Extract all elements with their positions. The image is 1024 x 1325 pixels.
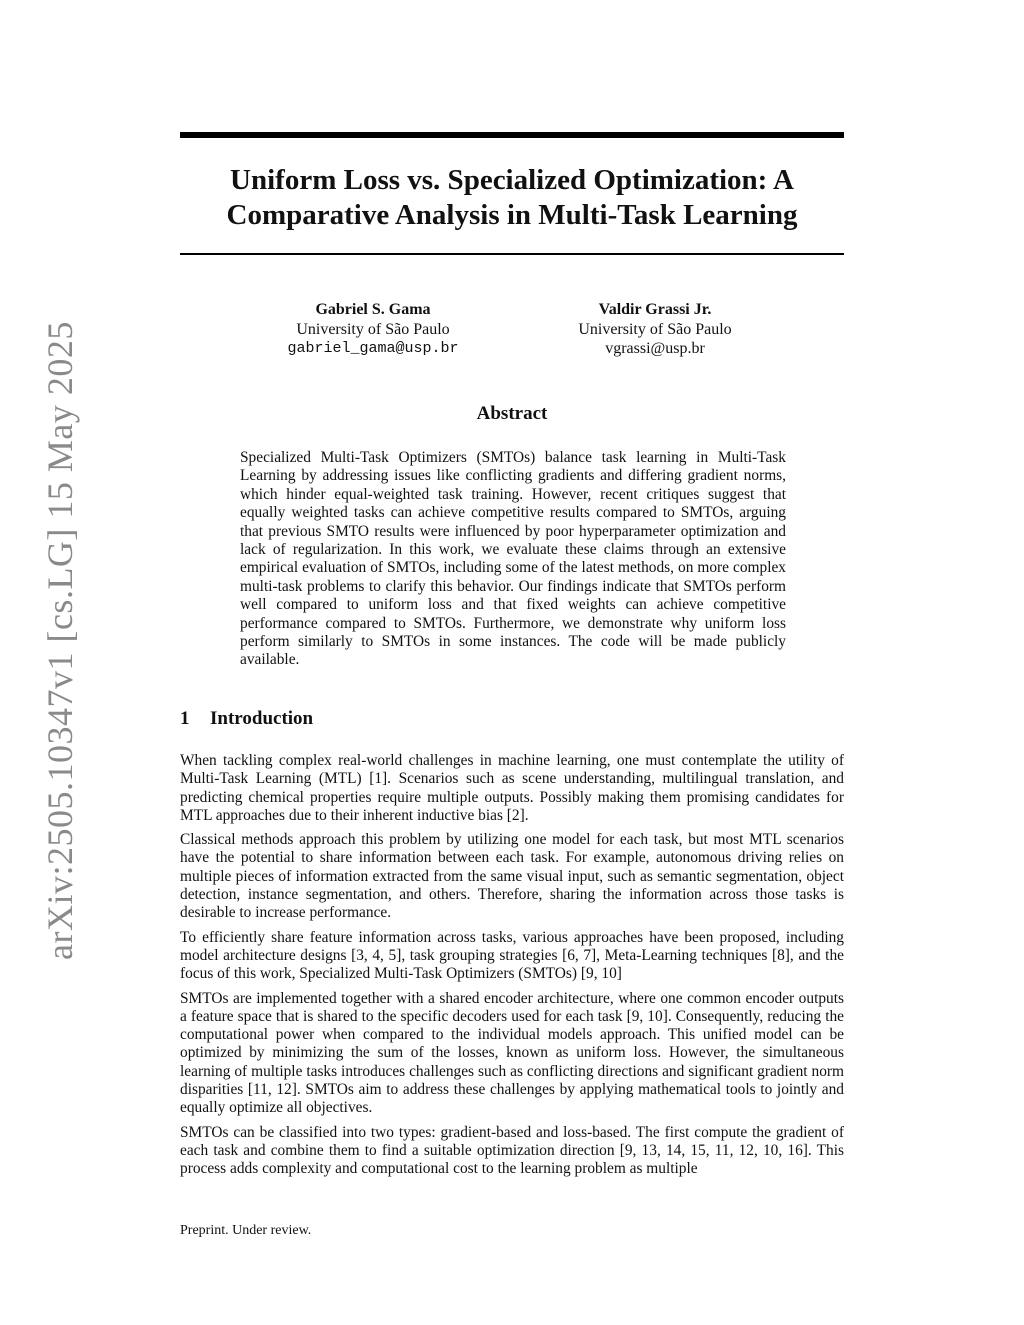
author-block-2	[495, 300, 815, 359]
paragraph: Classical methods approach this problem by utilizing one model for each task, but most MTL scenarios have the potential to share information between each task. For example, autonomous driving relies on multiple pieces of information extracted from the same visual input, such as semantic segmentation, object detection, instance segmentation, and others. Therefore, sharing the information across those tasks is desirable to increase performance.	[180, 831, 844, 922]
author-name: Valdir Grassi Jr.	[598, 301, 712, 318]
arxiv-identifier: arXiv:2505.10347v1 [cs.LG] 15 May 2025	[40, 321, 80, 960]
section-title: Introduction	[210, 708, 314, 729]
paragraph: SMTOs are implemented together with a shared encoder architecture, where one common encoder outputs a feature space that is shared to the specific decoders used for each task [9, 10]. Consequently, reducing the computational power when compared to the individual models approach. This unified model can be optimized by minimizing the sum of the losses, known as uniform loss. However, the simultaneous learning of multiple tasks introduces challenges such as conflicting directions and significant gradient norm disparities [11, 12]. SMTOs aim to address these challenges by applying mathematical tools to jointly and equally optimize all objectives.	[180, 989, 844, 1117]
paragraph: SMTOs can be classified into two types: gradient-based and loss-based. The first compute the gradient of each task and combine them to find a suitable optimization direction [9, 13, 14, 15, 11, 12, 10, 16]. This process adds complexity and computational cost to the learning problem as multiple	[180, 1123, 844, 1178]
section-heading-introduction	[180, 708, 313, 730]
paragraph: When tackling complex real-world challenges in machine learning, one must contemplate the utility of Multi-Task Learning (MTL) [1]. Scenarios such as scene understanding, multilingual translation, and predicting chemical properties require multiple outputs. Possibly making them promising candidates for MTL approaches due to their inherent inductive bias [2].	[180, 752, 844, 824]
paper-title	[180, 163, 844, 233]
author-email[interactable]: gabriel_gama@usp.br	[287, 340, 459, 357]
title-top-rule	[180, 132, 844, 138]
paper-title-line-1: Uniform Loss vs. Specialized Optimization: A	[230, 164, 794, 196]
abstract-heading: Abstract	[476, 403, 548, 424]
section-number: 1	[180, 708, 190, 729]
author-block-1	[213, 300, 533, 359]
title-bottom-rule	[180, 253, 844, 255]
introduction-body	[180, 752, 844, 1185]
author-affiliation: University of São Paulo	[296, 320, 450, 338]
paper-title-line-2: Comparative Analysis in Multi-Task Learning	[226, 199, 798, 231]
author-name: Gabriel S. Gama	[315, 301, 431, 318]
abstract-text: Specialized Multi-Task Optimizers (SMTOs) balance task learning in Multi-Task Learning by addressing issues like conflicting gradients and differing gradient norms, which hinder equal-weighted task training. However, recent critiques suggest that equally weighted tasks can achieve competitive results compared to SMTOs, arguing that previous SMTO results were influenced by poor hyperparameter optimization and lack of regularization. In this work, we evaluate these claims through an extensive empirical evaluation of SMTOs, including some of the latest methods, on more complex multi-task problems to clarify this behavior. Our findings indicate that SMTOs perform well compared to uniform loss and that fixed weights can achieve competitive performance compared to SMTOs. Furthermore, we demonstrate why uniform loss perform similarly to SMTOs in some instances. The code will be made publicly available.	[240, 449, 786, 669]
author-affiliation: University of São Paulo	[578, 320, 732, 338]
author-email[interactable]: vgrassi@usp.br	[605, 340, 705, 357]
paragraph: To efficiently share feature information across tasks, various approaches have been proposed, including model architecture designs [3, 4, 5], task grouping strategies [6, 7], Meta-Learning techniques [8], and the focus of this work, Specialized Multi-Task Optimizers (SMTOs) [9, 10]	[180, 928, 844, 983]
footer-note: Preprint. Under review.	[180, 1223, 312, 1238]
